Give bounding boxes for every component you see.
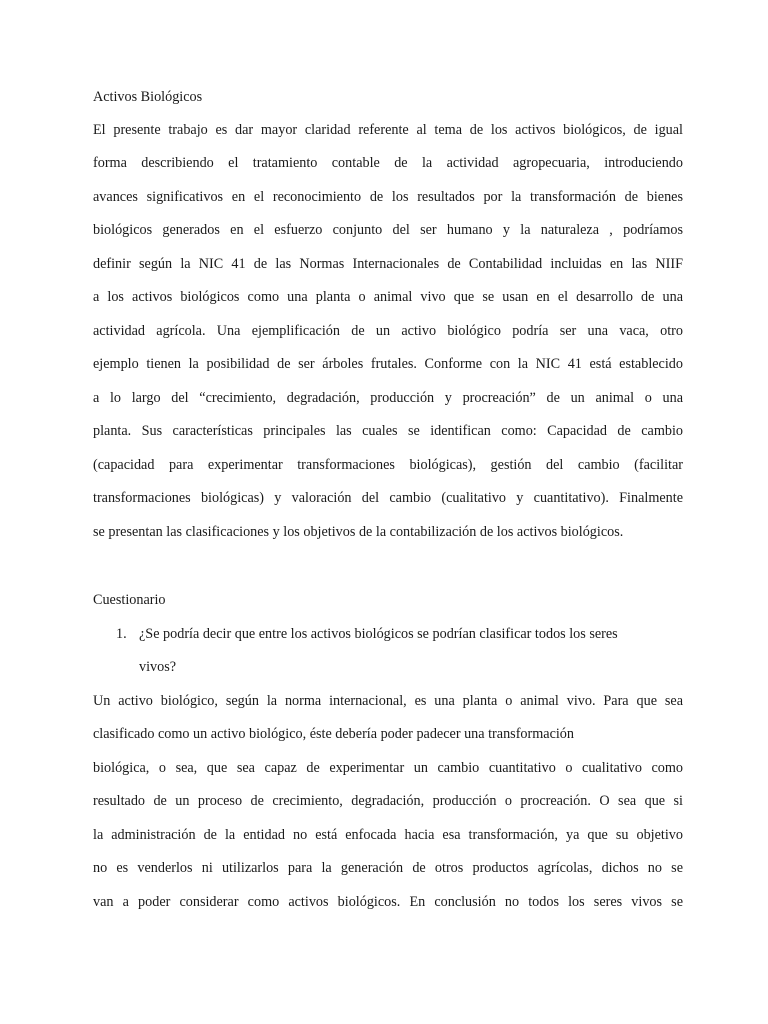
intro-line: transformaciones biológicas) y valoración del cambio (cualitativo y cuantitativo). Finalmente xyxy=(93,490,683,506)
intro-line: ejemplo tienen la posibilidad de ser árboles frutales. Conforme con la NIC 41 está establecido xyxy=(93,356,683,372)
document-title: Activos Biológicos xyxy=(93,89,203,105)
answer-line: van a poder considerar como activos biológicos. En conclusión no todos los seres vivos se xyxy=(93,894,683,910)
question-item xyxy=(93,624,683,644)
section-title: Cuestionario xyxy=(93,592,166,608)
intro-line: a lo largo del “crecimiento, degradación, producción y procreación” de un animal o una xyxy=(93,390,683,406)
intro-line: forma describiendo el tratamiento contable de la actividad agropecuaria, introduciendo xyxy=(93,155,683,171)
intro-line: se presentan las clasificaciones y los objetivos de la contabilización de los activos biológicos. xyxy=(93,524,624,540)
intro-line: El presente trabajo es dar mayor claridad referente al tema de los activos biológicos, de igual xyxy=(93,122,683,138)
intro-line: biológicos generados en el esfuerzo conjunto del ser humano y la naturaleza , podríamos xyxy=(93,222,683,238)
answer-line: biológica, o sea, que sea capaz de experimentar un cambio cuantitativo o cualitativo como xyxy=(93,760,683,776)
question-text: ¿Se podría decir que entre los activos biológicos se podrían clasificar todos los seres xyxy=(139,626,618,642)
question-text-continued: vivos? xyxy=(139,659,177,675)
question-number: 1. xyxy=(116,626,127,642)
answer-line: Un activo biológico, según la norma internacional, es una planta o animal vivo. Para que sea xyxy=(93,693,683,709)
answer-line: clasificado como un activo biológico, éste debería poder padecer una transformación xyxy=(93,726,574,742)
intro-line: definir según la NIC 41 de las Normas Internacionales de Contabilidad incluidas en las NIIF xyxy=(93,256,683,272)
intro-line: avances significativos en el reconocimiento de los resultados por la transformación de bienes xyxy=(93,189,683,205)
answer-line: no es venderlos ni utilizarlos para la generación de otros productos agrícolas, dichos no se xyxy=(93,860,683,876)
answer-line: resultado de un proceso de crecimiento, degradación, producción o procreación. O sea que si xyxy=(93,793,683,809)
intro-line: a los activos biológicos como una planta o animal vivo que se usan en el desarrollo de una xyxy=(93,289,683,305)
intro-line: (capacidad para experimentar transformaciones biológicas), gestión del cambio (facilitar xyxy=(93,457,683,473)
answer-line: la administración de la entidad no está enfocada hacia esa transformación, ya que su objetivo xyxy=(93,827,683,843)
intro-line: actividad agrícola. Una ejemplificación de un activo biológico podría ser una vaca, otro xyxy=(93,323,683,339)
intro-line: planta. Sus características principales las cuales se identifican como: Capacidad de cambio xyxy=(93,423,683,439)
